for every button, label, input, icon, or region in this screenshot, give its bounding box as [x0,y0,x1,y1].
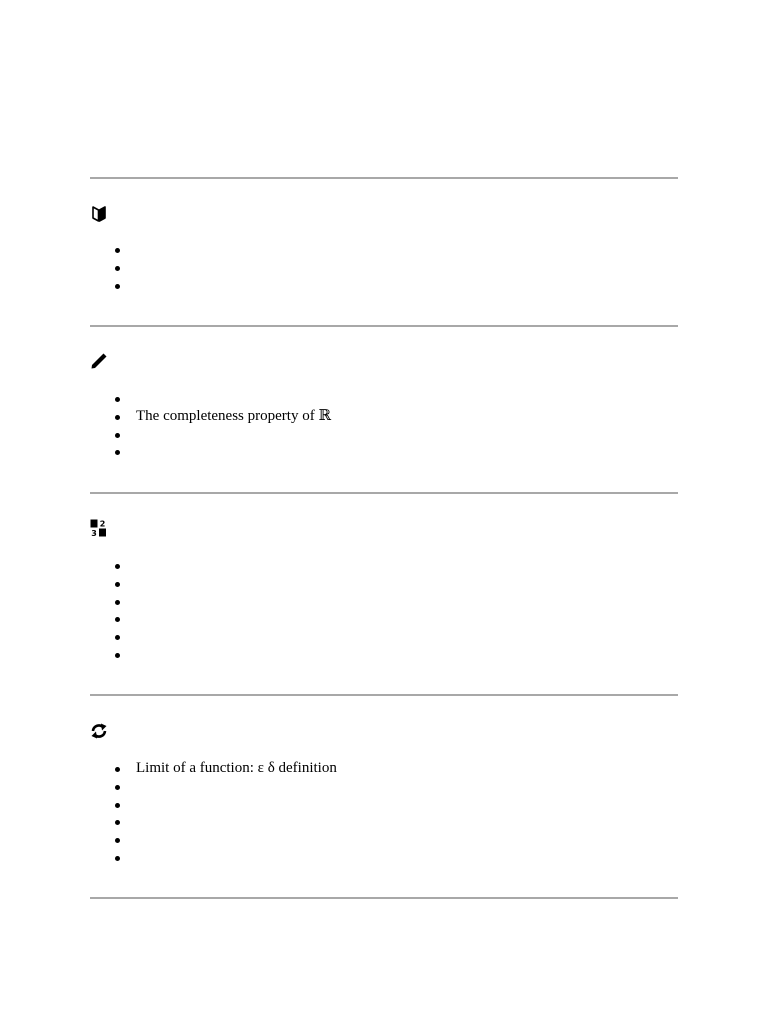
list-item [112,646,136,664]
svg-text:2: 2 [99,519,106,529]
list-item [112,259,136,277]
list-item [112,813,337,831]
list-item [112,610,136,628]
section-divider [90,492,678,494]
beginner-icon [90,204,108,222]
bullet-list [112,557,136,664]
section-divider [90,694,678,696]
list-item [112,796,337,814]
list-item: Limit of a function: ε δ definition [112,760,337,778]
list-item [112,575,136,593]
list-item [112,849,337,867]
list-item [112,778,337,796]
section-divider [90,325,678,327]
svg-text:3: 3 [91,529,97,537]
numbers-input-icon [90,519,108,537]
list-item [112,241,136,259]
list-item [112,593,136,611]
list-item [112,557,136,575]
bullet-list [112,760,337,867]
bullet-list [112,390,331,461]
bullet-list [112,241,136,294]
list-item [112,628,136,646]
list-item [112,426,331,444]
section-divider [90,177,678,179]
list-item [112,831,337,849]
list-item [112,443,331,461]
list-item [112,277,136,295]
repeat-icon [90,722,108,740]
list-item [112,390,331,408]
pencil-icon [90,352,108,370]
section-divider [90,897,678,899]
list-item: The completeness property of ℝ [112,408,331,426]
